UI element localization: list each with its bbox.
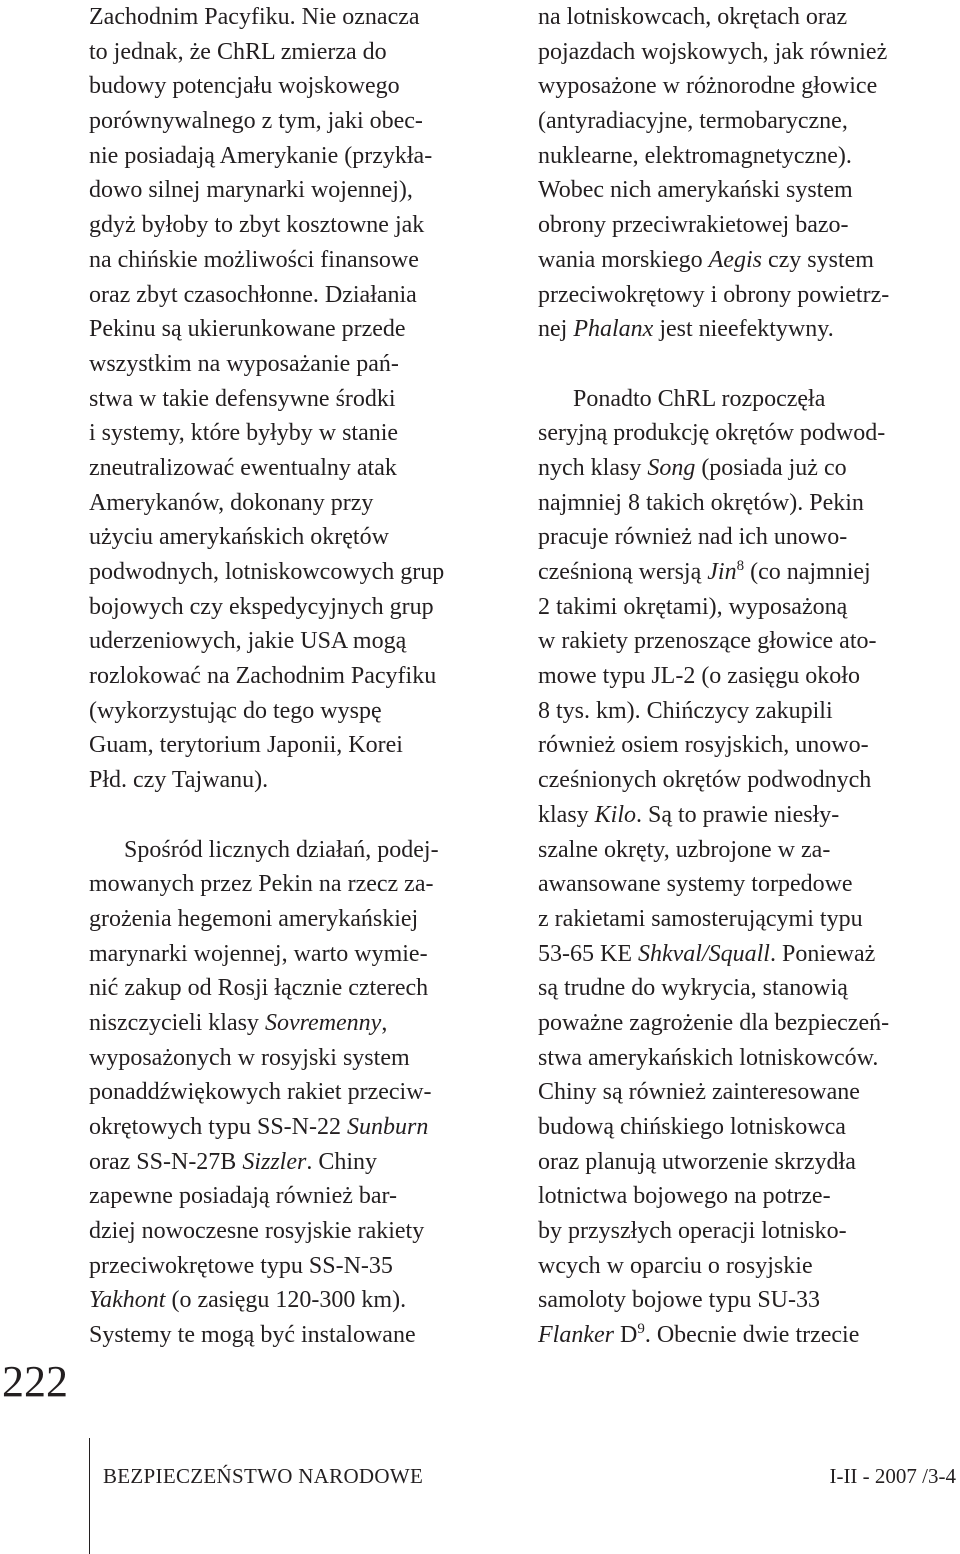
text-run: , [381, 1009, 388, 1036]
ship-class-name: Jin [707, 559, 737, 585]
text-run: D [613, 1322, 638, 1349]
text-line: zneutralizować ewentualny atak [89, 454, 397, 481]
text-line [538, 1318, 958, 1353]
text-run: czy system [761, 246, 874, 273]
text-line: bojowych czy ekspedycyjnych grup [89, 593, 434, 620]
text-line: pracuje również nad ich unowo- [538, 524, 848, 551]
text-line: podwodnych, lotniskowcowych grup [89, 559, 445, 585]
text-run: (posiada już co [695, 454, 847, 481]
text-line: wcych w oparciu o rosyjskie [538, 1252, 813, 1279]
text-line: grożenia hegemoni amerykańskiej [89, 905, 419, 932]
text-line: (antyradiacyjne, termobaryczne, [538, 108, 848, 135]
text-line: gdyż byłoby to zbyt kosztowne jak [89, 212, 425, 239]
text-line: Płd. czy Tajwanu). [89, 767, 269, 794]
text-line [538, 243, 958, 278]
text-line: uderzeniowych, jakie USA mogą [89, 628, 407, 655]
paragraph-2 [538, 382, 958, 1353]
paragraph-gap [89, 798, 509, 833]
paragraph-gap [538, 347, 958, 382]
journal-title: BEZPIECZEŃSTWO NARODOWE [103, 1464, 424, 1488]
text-line [538, 451, 958, 486]
text-run: klasy [538, 801, 595, 828]
text-run: (co najmniej [744, 559, 871, 585]
text-line: stwa w takie defensywne środki [89, 385, 396, 412]
text-run: oraz SS-N-27B [89, 1148, 243, 1175]
text-line: obrony przeciwrakietowej bazo- [538, 212, 849, 239]
text-line: budowy potencjału wojskowego [89, 73, 400, 100]
text-line: oraz zbyt czasochłonne. Działania [89, 281, 417, 308]
text-line [538, 937, 958, 972]
text-run: okrętowych typu SS-N-22 [89, 1114, 347, 1140]
text-line: mowe typu JL-2 (o zasięgu około [538, 663, 860, 690]
text-run: . Chiny [306, 1148, 378, 1175]
text-run: wania morskiego [538, 246, 709, 273]
text-line: wszystkim na wyposażanie pań- [89, 350, 399, 377]
text-line: ponaddźwiękowych rakiet przeciw- [89, 1079, 432, 1106]
issue-number: I-II - 2007 /3-4 [829, 1464, 956, 1488]
ship-class-name: Kilo [594, 801, 637, 828]
footer-divider [89, 1438, 90, 1554]
text-line: samoloty bojowe typu SU-33 [538, 1287, 820, 1314]
footnote-marker: 8 [736, 558, 745, 574]
text-line: (wykorzystując do tego wyspę [89, 697, 382, 724]
text-line: Wobec nich amerykański system [538, 177, 853, 204]
text-run: . Obecnie dwie trzecie [644, 1322, 860, 1349]
text-line: Zachodnim Pacyfiku. Nie oznacza [89, 4, 420, 30]
text-line: lotnictwa bojowego na potrze- [538, 1183, 831, 1210]
right-column [538, 0, 958, 1353]
text-run: nych klasy [538, 454, 648, 481]
text-line: przeciwokrętowe typu SS-N-35 [89, 1252, 393, 1279]
text-line [89, 1145, 509, 1180]
text-line: wyposażonych w rosyjski system [89, 1044, 410, 1071]
text-line: Chiny są również zainteresowane [538, 1079, 860, 1106]
text-line: to jednak, że ChRL zmierza do [89, 38, 387, 65]
footnote-marker: 9 [637, 1321, 645, 1338]
text-line: Amerykanów, dokonany przy [89, 489, 374, 516]
text-line: 2 takimi okrętami), wyposażoną [538, 593, 848, 620]
text-line: by przyszłych operacji lotnisko- [538, 1218, 847, 1245]
missile-name: Sunburn [346, 1114, 429, 1140]
text-line: i systemy, które byłyby w stanie [89, 420, 399, 447]
text-line: użyciu amerykańskich okrętów [89, 524, 389, 551]
text-line: budową chińskiego lotniskowca [538, 1114, 846, 1140]
text-line: Guam, terytorium Japonii, Korei [89, 732, 403, 759]
text-line: przeciwokrętowy i obrony powietrz- [538, 281, 890, 308]
text-line: awansowane systemy torpedowe [538, 871, 853, 898]
system-name: Aegis [708, 246, 762, 273]
text-line: na chińskie możliwości finansowe [89, 246, 419, 273]
text-run: 53-65 KE [538, 940, 638, 967]
text-line [89, 1283, 509, 1318]
text-run: nej [538, 316, 574, 343]
text-line [538, 798, 958, 833]
text-line: cześnionych okrętów podwodnych [538, 767, 872, 794]
text-line: Pekinu są ukierunkowane przede [89, 316, 406, 343]
text-line: oraz planują utworzenie skrzydła [538, 1148, 856, 1175]
text-line: wyposażone w różnorodne głowice [538, 73, 878, 100]
text-line: porównywalnego z tym, jaki obec- [89, 108, 423, 135]
text-line [538, 312, 958, 347]
text-line: Ponadto ChRL rozpoczęła [573, 385, 826, 412]
aircraft-name: Flanker [538, 1322, 614, 1349]
text-run: cześnioną wersją [538, 559, 708, 585]
text-line: dziej nowoczesne rosyjskie rakiety [89, 1218, 425, 1245]
text-line: z rakietami samosterującymi typu [538, 905, 863, 932]
text-line: na lotniskowcach, okrętach oraz [538, 4, 848, 30]
missile-name: Yakhont [89, 1287, 166, 1314]
text-line: dowo silnej marynarki wojennej), [89, 177, 413, 204]
text-line: stwa amerykańskich lotniskowców. [538, 1044, 879, 1071]
text-line: zapewne posiadają również bar- [89, 1183, 398, 1210]
page-number: 222 [2, 1357, 68, 1406]
text-run: (o zasięgu 120-300 km). [165, 1287, 407, 1314]
text-line: poważne zagrożenie dla bezpieczeń- [538, 1009, 890, 1036]
text-line: mowanych przez Pekin na rzecz za- [89, 871, 434, 898]
text-line: najmniej 8 takich okrętów). Pekin [538, 489, 864, 516]
text-line: seryjną produkcję okrętów podwod- [538, 420, 886, 447]
paragraph-1 [89, 0, 509, 798]
text-line: nuklearne, elektromagnetyczne). [538, 142, 852, 169]
left-column [89, 0, 509, 1353]
text-line: pojazdach wojskowych, jak również [538, 38, 888, 65]
text-line: nie posiadają Amerykanie (przykła- [89, 142, 433, 169]
text-line: nić zakup od Rosji łącznie czterech [89, 975, 429, 1002]
text-line [89, 1006, 509, 1041]
text-line [538, 555, 958, 590]
torpedo-name: Shkval/Squall [637, 940, 770, 967]
text-run: . Ponieważ [769, 940, 876, 967]
system-name: Phalanx [573, 316, 654, 343]
text-line: rozlokować na Zachodnim Pacyfiku [89, 663, 437, 690]
ship-class-name: Song [647, 454, 696, 481]
paragraph-2 [89, 833, 509, 1353]
text-line: 8 tys. km). Chińczycy zakupili [538, 697, 833, 724]
text-line: Spośród licznych działań, podej- [124, 836, 439, 863]
paragraph-1 [538, 0, 958, 347]
text-line: również osiem rosyjskich, unowo- [538, 732, 869, 759]
text-run: jest nieefektywny. [653, 316, 834, 343]
ship-class-name: Sovremenny [264, 1009, 382, 1036]
text-line: w rakiety przenoszące głowice ato- [538, 628, 877, 655]
text-line: Systemy te mogą być instalowane [89, 1322, 416, 1349]
text-line [89, 1110, 509, 1145]
text-run: niszczycieli klasy [89, 1009, 265, 1036]
text-line: szalne okręty, uzbrojone w za- [538, 836, 831, 863]
missile-name: Sizzler [242, 1148, 307, 1175]
text-line: są trudne do wykrycia, stanowią [538, 975, 848, 1002]
text-run: . Są to prawie niesły- [636, 801, 840, 828]
text-line: marynarki wojennej, warto wymie- [89, 940, 428, 967]
